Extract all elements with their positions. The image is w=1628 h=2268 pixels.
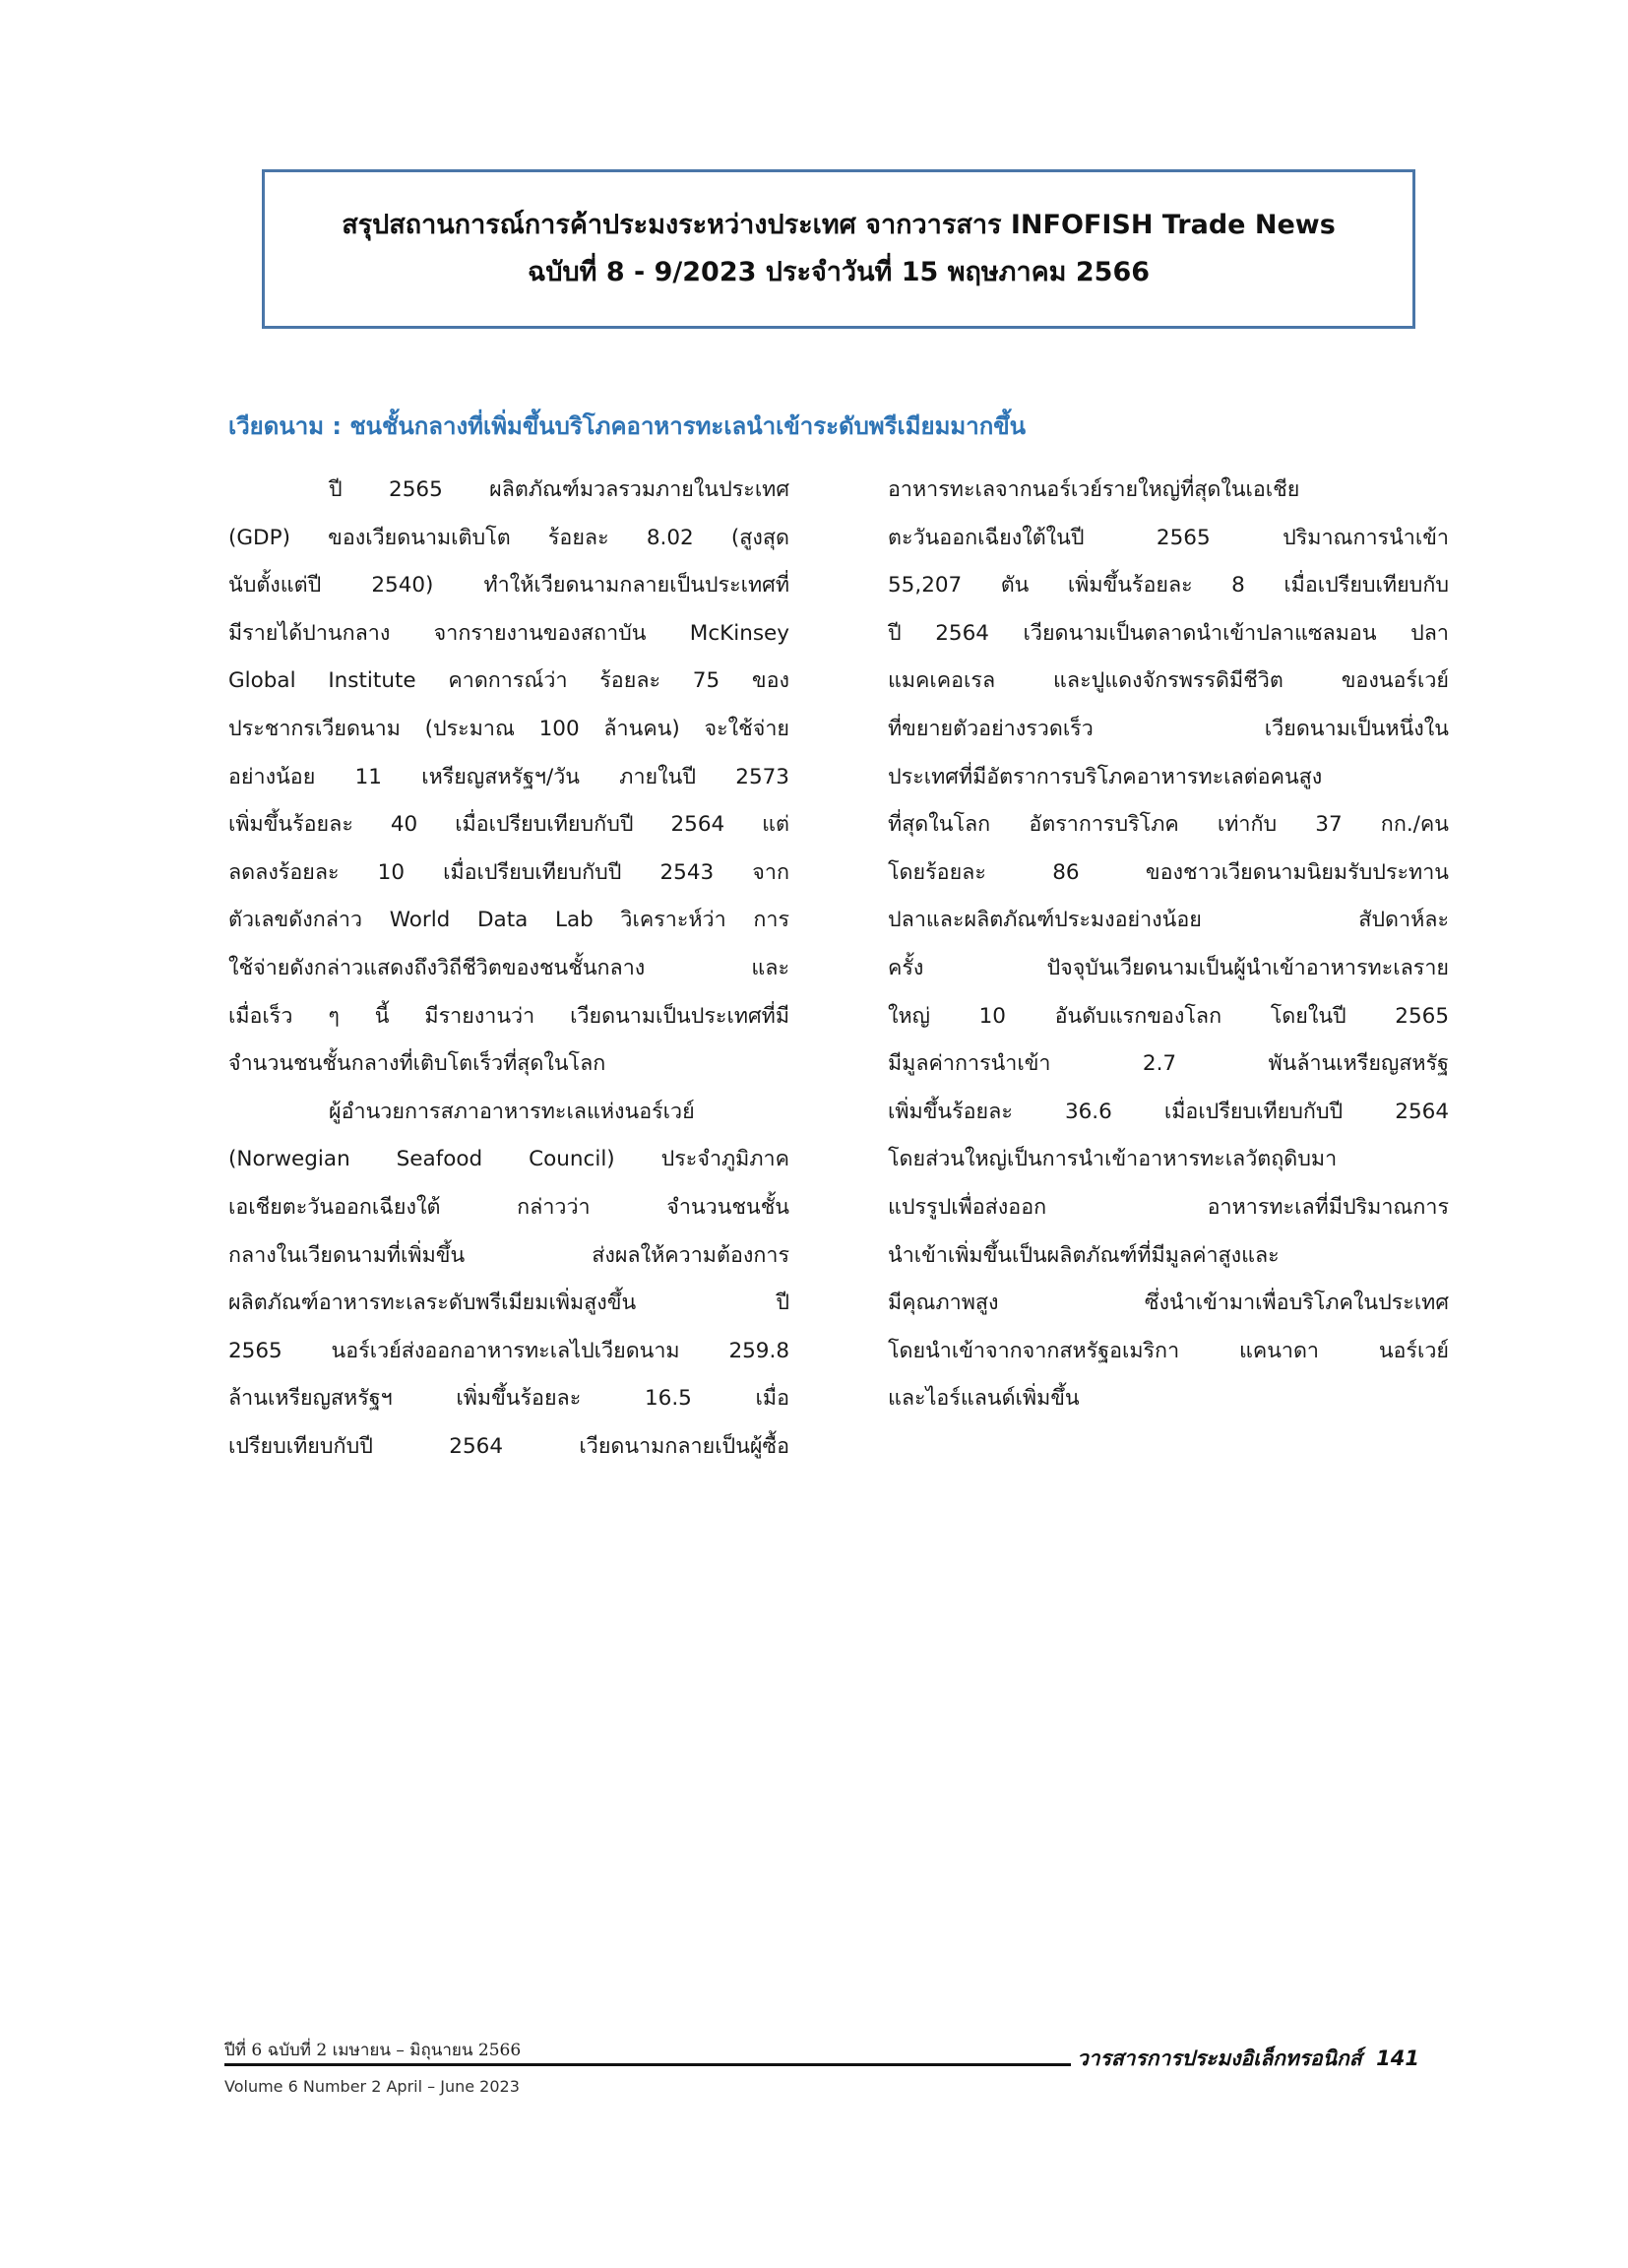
paragraph-line: ปี 2564 เวียดนามเป็นตลาดนำเข้าปลาแซลมอน ปลา [888, 620, 1449, 646]
paragraph-line: อย่างน้อย 11 เหรียญสหรัฐฯ/วัน ภายในปี 2573 [228, 764, 789, 789]
paragraph-line: ผู้อำนวยการสภาอาหารทะเลแห่งนอร์เวย์ [329, 1099, 695, 1124]
title-box [262, 169, 1415, 329]
paragraph-line: เมื่อเร็ว ๆ นี้ มีรายงานว่า เวียดนามเป็นประเทศที่มี [228, 1003, 789, 1029]
footer-journal [1077, 2042, 1419, 2075]
paragraph-line: กลางในเวียดนามที่เพิ่มขึ้น ส่งผลให้ความต้องการ [228, 1242, 789, 1268]
paragraph-line: ตะวันออกเฉียงใต้ในปี 2565 ปริมาณการนำเข้า [888, 525, 1449, 550]
paragraph-line: จำนวนชนชั้นกลางที่เติบโตเร็วที่สุดในโลก [228, 1051, 606, 1077]
paragraph-line: นำเข้าเพิ่มขึ้นเป็นผลิตภัณฑ์ที่มีมูลค่าสูงและ [888, 1242, 1280, 1268]
paragraph-line: ปี 2565 ผลิตภัณฑ์มวลรวมภายในประเทศ [329, 477, 789, 502]
paragraph-line: โดยส่วนใหญ่เป็นการนำเข้าอาหารทะเลวัตถุดิบมา [888, 1147, 1338, 1172]
paragraph-line: ล้านเหรียญสหรัฐฯ เพิ่มขึ้นร้อยละ 16.5 เมื่อ [228, 1386, 789, 1412]
page-title-line-1: สรุปสถานการณ์การค้าประมงระหว่างประเทศ จากวารสาร INFOFISH Trade News [342, 210, 1336, 240]
paragraph-line: (GDP) ของเวียดนามเติบโต ร้อยละ 8.02 (สูงสุด [228, 525, 789, 550]
paragraph-line: และไอร์แลนด์เพิ่มขึ้น [888, 1386, 1080, 1412]
paragraph-line: ปลาและผลิตภัณฑ์ประมงอย่างน้อย สัปดาห์ละ [888, 908, 1449, 933]
paragraph-line: โดยร้อยละ 86 ของชาวเวียดนามนิยมรับประทาน [888, 859, 1449, 885]
paragraph-line: ลดลงร้อยละ 10 เมื่อเปรียบเทียบกับปี 2543 จาก [228, 859, 789, 885]
paragraph-line: โดยนำเข้าจากจากสหรัฐอเมริกา แคนาดา นอร์เวย์ [888, 1338, 1449, 1363]
paragraph-line: (Norwegian Seafood Council) ประจำภูมิภาค [228, 1147, 789, 1172]
paragraph-line: นับตั้งแต่ปี 2540) ทำให้เวียดนามกลายเป็นประเทศที่ [228, 573, 789, 598]
paragraph-line: อาหารทะเลจากนอร์เวย์รายใหญ่ที่สุดในเอเชีย [888, 477, 1300, 502]
page-title-line-2: ฉบับที่ 8 - 9/2023 ประจำวันที่ 15 พฤษภาคม 2566 [527, 257, 1151, 287]
paragraph-line: เพิ่มขึ้นร้อยละ 40 เมื่อเปรียบเทียบกับปี 2564 แต่ [228, 812, 789, 838]
footer-divider [224, 2063, 1071, 2066]
paragraph-line: ใช้จ่ายดังกล่าวแสดงถึงวิถีชีวิตของชนชั้นกลาง และ [228, 955, 789, 980]
footer-issue-english: Volume 6 Number 2 April – June 2023 [224, 2077, 520, 2096]
paragraph-line: เอเชียตะวันออกเฉียงใต้ กล่าวว่า จำนวนชนชั้น [228, 1194, 789, 1220]
journal-title: วารสารการประมงอิเล็กทรอนิกส์ [1077, 2047, 1362, 2070]
page-number: 141 [1376, 2047, 1419, 2070]
paragraph-line: ประชากรเวียดนาม (ประมาณ 100 ล้านคน) จะใช้จ่าย [228, 716, 789, 741]
paragraph-line: ครั้ง ปัจจุบันเวียดนามเป็นผู้นำเข้าอาหารทะเลราย [888, 955, 1449, 980]
paragraph-line: มีคุณภาพสูง ซึ่งนำเข้ามาเพื่อบริโภคในประเทศ [888, 1291, 1449, 1316]
paragraph-line: ที่ขยายตัวอย่างรวดเร็ว เวียดนามเป็นหนึ่งใน [888, 716, 1449, 741]
article-heading: เวียดนาม : ชนชั้นกลางที่เพิ่มขึ้นบริโภคอาหารทะเลนำเข้าระดับพรีเมียมมากขึ้น [228, 412, 1027, 440]
paragraph-line: ประเทศที่มีอัตราการบริโภคอาหารทะเลต่อคนสูง [888, 764, 1323, 789]
paragraph-line: แปรรูปเพื่อส่งออก อาหารทะเลที่มีปริมาณการ [888, 1194, 1449, 1220]
paragraph-line: Global Institute คาดการณ์ว่า ร้อยละ 75 ของ [228, 668, 789, 694]
paragraph-line: เพิ่มขึ้นร้อยละ 36.6 เมื่อเปรียบเทียบกับปี 2564 [888, 1099, 1449, 1124]
paragraph-line: มีมูลค่าการนำเข้า 2.7 พันล้านเหรียญสหรัฐ [888, 1051, 1449, 1077]
paragraph-line: ตัวเลขดังกล่าว World Data Lab วิเคราะห์ว่า การ [228, 908, 789, 933]
paragraph-line: แมคเคอเรล และปูแดงจักรพรรดิมีชีวิต ของนอร์เวย์ [888, 668, 1449, 694]
paragraph-line: 55,207 ตัน เพิ่มขึ้นร้อยละ 8 เมื่อเปรียบเทียบกับ [888, 573, 1449, 598]
footer-issue-thai: ปีที่ 6 ฉบับที่ 2 เมษายน – มิถุนายน 2566 [224, 2041, 522, 2060]
paragraph-line: เปรียบเทียบกับปี 2564 เวียดนามกลายเป็นผู้ซื้อ [228, 1433, 789, 1459]
paragraph-line: 2565 นอร์เวย์ส่งออกอาหารทะเลไปเวียดนาม 259.8 [228, 1338, 789, 1363]
paragraph-line: ที่สุดในโลก อัตราการบริโภค เท่ากับ 37 กก./คน [888, 812, 1449, 838]
paragraph-line: มีรายได้ปานกลาง จากรายงานของสถาบัน McKinsey [228, 620, 789, 646]
left-column [228, 467, 789, 1471]
paragraph-line: ใหญ่ 10 อันดับแรกของโลก โดยในปี 2565 [888, 1003, 1449, 1029]
right-column [888, 467, 1449, 1423]
paragraph-line: ผลิตภัณฑ์อาหารทะเลระดับพรีเมียมเพิ่มสูงขึ้น ปี [228, 1291, 789, 1316]
